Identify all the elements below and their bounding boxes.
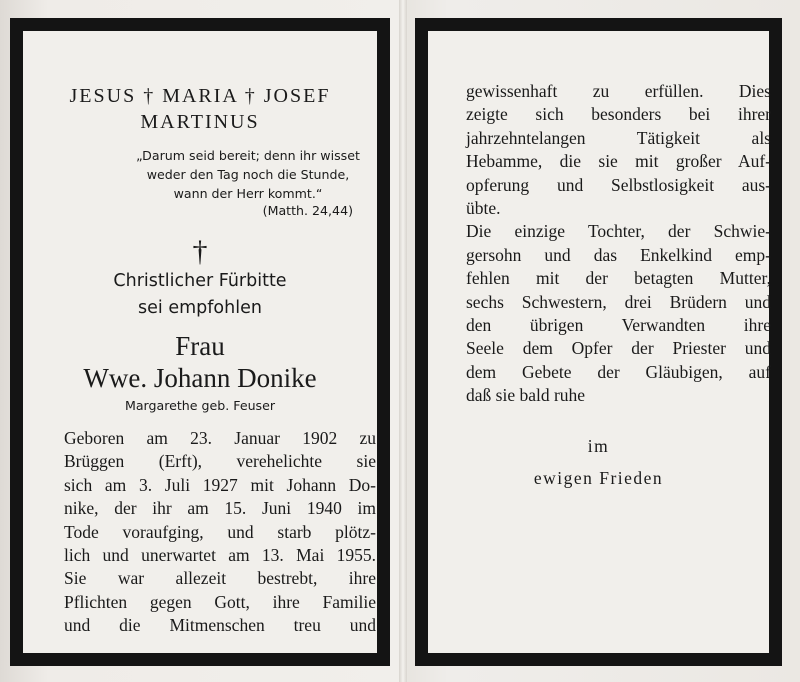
text-line: Geboren am 23. Januar 1902 zu: [64, 428, 376, 448]
text-line: opferung und Selbstlosigkeit aus-: [466, 174, 771, 195]
text-line: übte.: [466, 198, 501, 219]
right-page: [415, 18, 782, 666]
bible-quote: [113, 146, 383, 203]
text-line: und die Mitmenschen treu und: [64, 615, 376, 636]
biography-continued: [466, 80, 771, 408]
quote-line: weder den Tag noch die Stunde,: [146, 167, 350, 182]
text-line: den übrigen Verwandten ihre: [466, 315, 771, 336]
text-line: Die einzige Tochter, der Schwie-: [466, 221, 771, 242]
closing-line-2: ewigen Frieden: [533, 468, 664, 488]
card-fold: [399, 0, 407, 682]
text-line: Seele dem Opfer der Priester und: [466, 338, 771, 359]
quote-citation: (Matth. 24,44): [262, 203, 353, 218]
text-line: jahrzehntelangen Tätigkeit als: [466, 127, 771, 148]
header-line-1: JESUS † MARIA † JOSEF: [69, 85, 331, 107]
text-line: gewissenhaft zu erfüllen. Dies: [466, 81, 771, 101]
text-line: Hebamme, die sie mit großer Auf-: [466, 151, 771, 172]
name-title: Frau: [175, 331, 225, 361]
left-page: [10, 18, 390, 666]
header-line-2: MARTINUS: [140, 111, 260, 133]
quote-line: wann der Herr kommt.“: [173, 186, 323, 201]
text-line: sich am 3. Juli 1927 mit Johann Do-: [64, 474, 376, 495]
text-line: lich und unerwartet am 13. Mai 1955.: [64, 545, 376, 566]
text-line: nike, der ihr am 15. Juni 1940 im: [64, 498, 376, 519]
text-line: sechs Schwestern, drei Brüdern und: [466, 291, 771, 312]
text-line: Tode voraufging, und starb plötz-: [64, 521, 376, 542]
cross-icon: †: [192, 235, 208, 268]
text-line: Pflichten gegen Gott, ihre Familie: [64, 591, 376, 612]
biography-text: [64, 427, 376, 638]
text-line: daß sie bald ruhe: [466, 385, 586, 406]
deceased-name: Wwe. Johann Donike: [83, 363, 317, 393]
intro-line-1: Christlicher Fürbitte: [113, 271, 287, 291]
text-line: dem Gebete der Gläubigen, auf: [466, 361, 771, 382]
quote-line: „Darum seid bereit; denn ihr wisset: [136, 148, 360, 163]
text-line: Brüggen (Erft), verehelichte sie: [64, 451, 376, 472]
intro-line-2: sei empfohlen: [138, 298, 262, 318]
text-line: gersohn und das Enkelkind emp-: [466, 244, 771, 265]
closing-line-1: im: [587, 436, 610, 456]
text-line: fehlen mit der betagten Mutter,: [466, 268, 771, 289]
text-line: Sie war allezeit bestrebt, ihre: [64, 568, 376, 589]
maiden-name: Margarethe geb. Feuser: [124, 398, 276, 413]
text-line: zeigte sich besonders bei ihrer: [466, 104, 771, 125]
